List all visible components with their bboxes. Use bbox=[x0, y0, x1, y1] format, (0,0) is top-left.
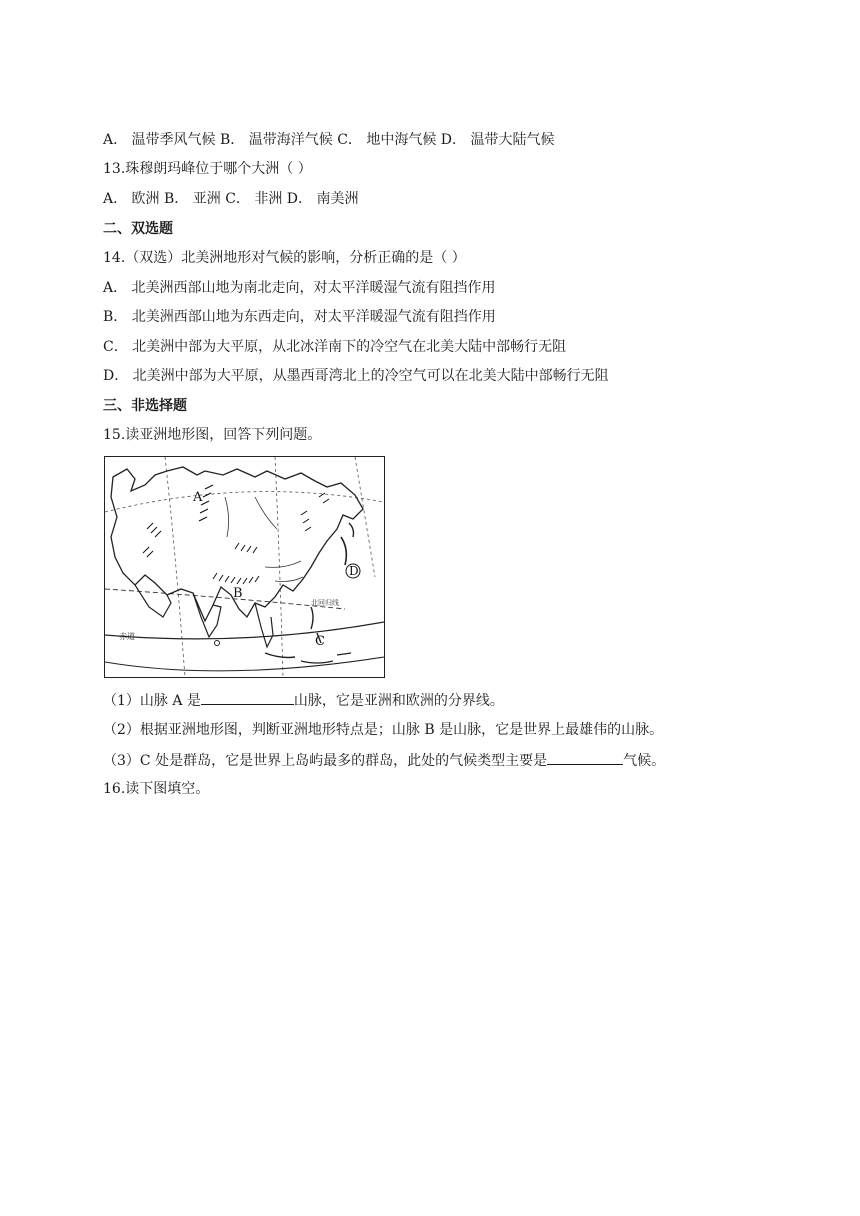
q15-sub3-before: （3）C 处是群岛，它是世界上岛屿最多的群岛，此处的气候类型主要是 bbox=[103, 753, 548, 769]
q15-sub1-blank[interactable] bbox=[201, 690, 294, 705]
q14-stem: 14.（双选）北美洲地形对气候的影响，分析正确的是（ ） bbox=[103, 250, 466, 266]
section-2-heading: 二、双选题 bbox=[103, 221, 173, 237]
q15-sub1-before: （1）山脉 A 是 bbox=[103, 693, 201, 709]
q15-sub3-blank[interactable] bbox=[547, 750, 623, 765]
q15-sub3-after: 气候。 bbox=[623, 753, 666, 769]
q13-options: A． 欧洲 B． 亚洲 C． 非洲 D． 南美洲 bbox=[103, 191, 359, 207]
map-label-b: B bbox=[233, 586, 243, 601]
q16-stem: 16.读下图填空。 bbox=[103, 781, 210, 797]
section-3-heading: 三、非选择题 bbox=[103, 398, 187, 414]
q14-option-c: C． 北美洲中部为大平原，从北冰洋南下的冷空气在北美大陆中部畅行无阻 bbox=[103, 339, 567, 355]
q15-sub2: （2）根据亚洲地形图，判断亚洲地形特点是；山脉 B 是山脉，它是世界上最雄伟的山脉。 bbox=[103, 722, 664, 738]
map-label-c: C bbox=[315, 634, 325, 649]
q12-options bbox=[103, 130, 555, 150]
q15-sub3 bbox=[103, 750, 665, 771]
q14-option-a: A． 北美洲西部山地为南北走向，对太平洋暖湿气流有阻挡作用 bbox=[103, 280, 496, 296]
q12-options-text: A． 温带季风气候 B． 温带海洋气候 C． 地中海气候 D． 温带大陆气候 bbox=[103, 132, 555, 148]
q13-stem: 13.珠穆朗玛峰位于哪个大洲（ ） bbox=[103, 161, 312, 177]
q14-option-d: D． 北美洲中部为大平原，从墨西哥湾北上的冷空气可以在北美大陆中部畅行无阻 bbox=[103, 368, 609, 384]
q15-stem: 15.读亚洲地形图，回答下列问题。 bbox=[103, 427, 322, 443]
map-label-equator: 赤道 bbox=[119, 632, 135, 641]
map-label-tropic: 北回归线 bbox=[311, 599, 339, 607]
q15-sub1-after: 山脉，它是亚洲和欧洲的分界线。 bbox=[293, 693, 504, 709]
q14-option-b: B． 北美洲西部山地为东西走向，对太平洋暖湿气流有阻挡作用 bbox=[103, 309, 496, 325]
map-label-a: A bbox=[193, 490, 203, 505]
asia-terrain-map bbox=[104, 456, 385, 678]
map-label-d: D bbox=[349, 564, 359, 578]
q15-sub1 bbox=[103, 690, 504, 711]
